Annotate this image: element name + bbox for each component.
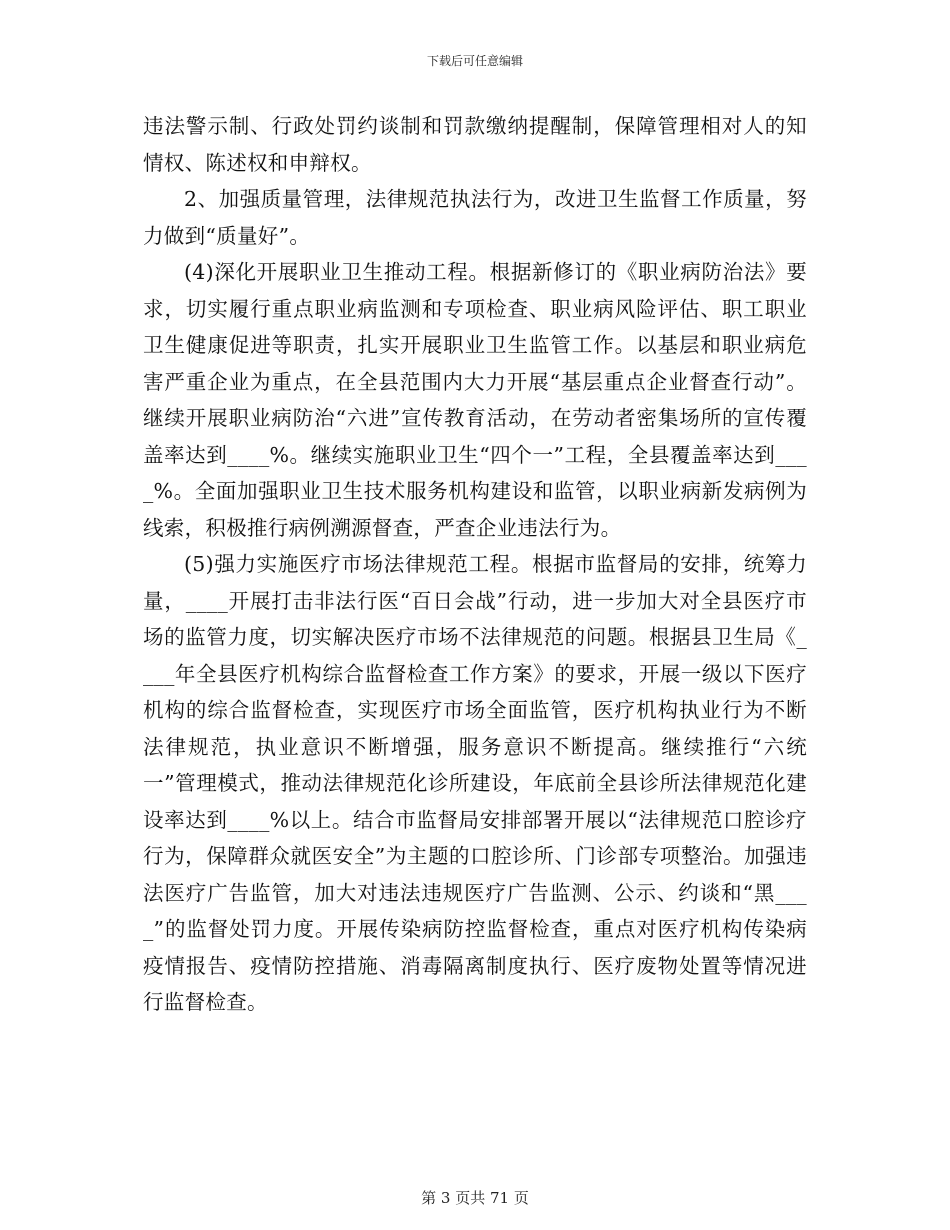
paragraph-quality-management: 2、加强质量管理，法律规范执法行为，改进卫生监督工作质量，努力做到“质量好”。 xyxy=(143,187,807,248)
page-header: 下载后可任意编辑 xyxy=(426,54,523,68)
document-body xyxy=(143,108,807,1021)
paragraph-occupational-health: (4)深化开展职业卫生推动工程。根据新修订的《职业病防治法》要求，切实履行重点职业病监测和专项检查、职业病风险评估、职工职业卫生健康促进等职责，扎实开展职业卫生监管工作。以基层和职业病危害严重企业为重点，在全县范围内大力开展“基层重点企业督查行动”。继续开展职业病防治“六进”宣传教育活动，在劳动者密集场所的宣传覆盖率达到____%。继续实施职业卫生“四个一”工程，全县覆盖率达到____%。全面加强职业卫生技术服务机构建设和监管，以职业病新发病例为线索，积极推行病例溯源督查，严查企业违法行为。 xyxy=(143,260,807,540)
paragraph-medical-market: (5)强力实施医疗市场法律规范工程。根据市监督局的安排，统筹力量，____开展打击非法行医“百日会战”行动，进一步加大对全县医疗市场的监管力度，切实解决医疗市场不法律规范的问题。根据县卫生局《____年全县医疗机构综合监督检查工作方案》的要求，开展一级以下医疗机构的综合监督检查，实现医疗市场全面监管，医疗机构执业行为不断法律规范，执业意识不断增强，服务意识不断提高。继续推行“六统一”管理模式，推动法律规范化诊所建设，年底前全县诊所法律规范化建设率达到____%以上。结合市监督局安排部署开展以“法律规范口腔诊疗行为，保障群众就医安全”为主题的口腔诊所、门诊部专项整治。加强违法医疗广告监管，加大对违法违规医疗广告监测、公示、约谈和“黑____”的监督处罚力度。开展传染病防控监督检查，重点对医疗机构传染病疫情报告、疫情防控措施、消毒隔离制度执行、医疗废物处置等情况进行监督检查。 xyxy=(143,552,807,1014)
page-footer: 第 3 页共 71 页 xyxy=(421,1189,529,1207)
paragraph-continuation: 违法警示制、行政处罚约谈制和罚款缴纳提醒制，保障管理相对人的知情权、陈述权和申辩权。 xyxy=(143,114,807,175)
